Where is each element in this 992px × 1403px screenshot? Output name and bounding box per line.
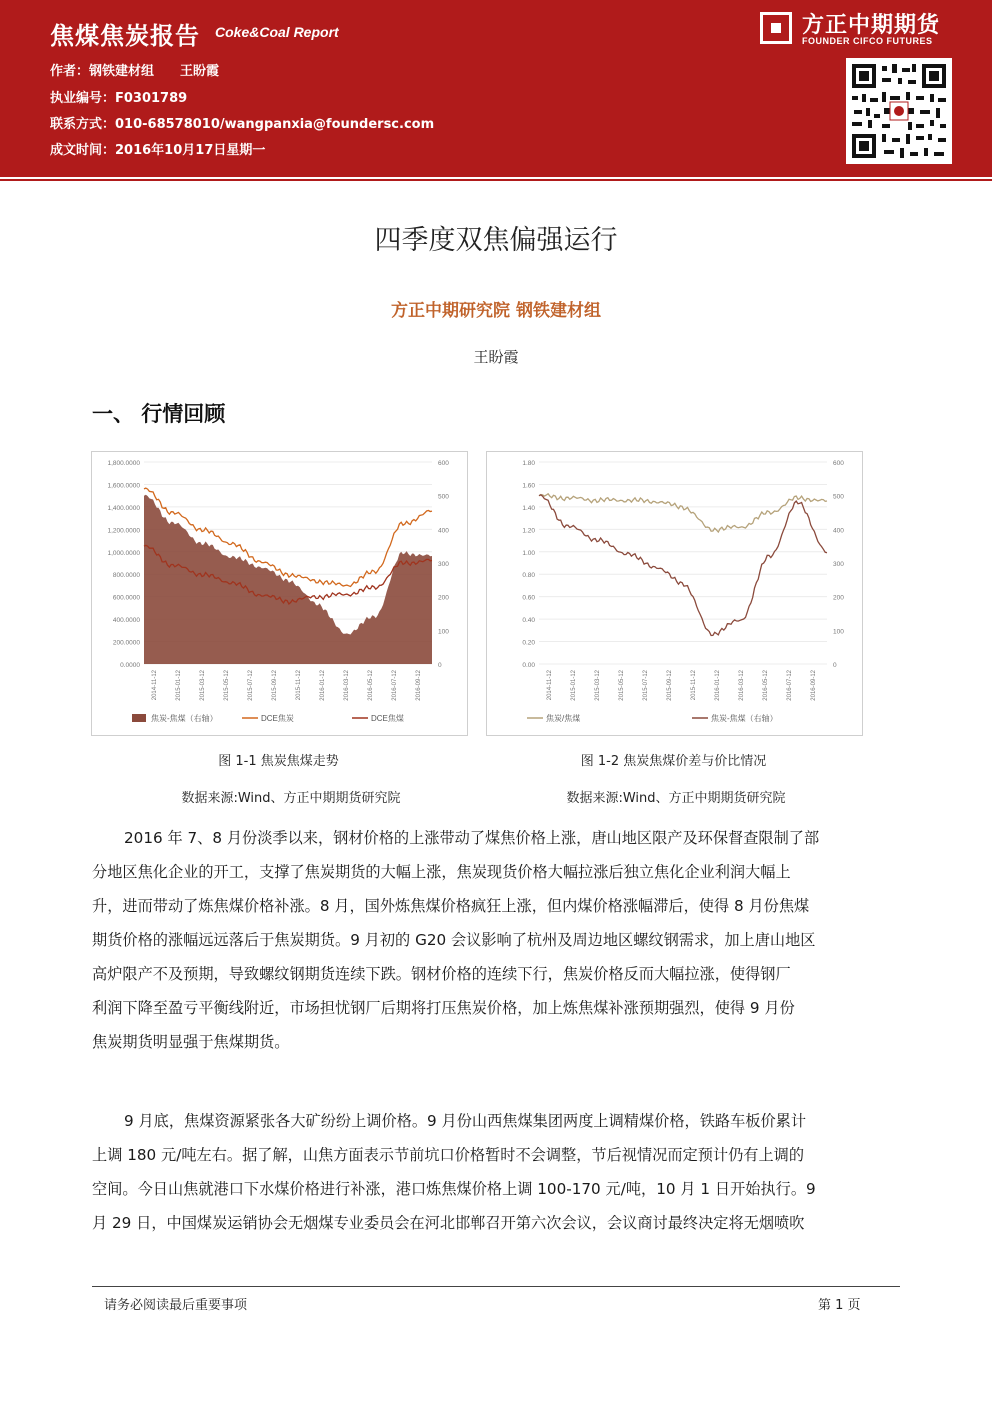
x-tick-label: 2016-05-12	[368, 670, 374, 701]
y-right-tick-label: 500	[438, 493, 449, 501]
y-left-tick-label: 600.0000	[112, 594, 140, 602]
x-tick-label: 2016-09-12	[811, 670, 817, 701]
logo-name: 方正中期期货	[802, 13, 941, 38]
y-right-tick-label: 0	[833, 662, 837, 669]
legend-label: DCE焦煤	[371, 714, 404, 723]
x-tick-label: 2016-07-12	[392, 670, 398, 701]
logo-mark-icon	[760, 12, 792, 44]
x-tick-label: 2015-03-12	[595, 670, 601, 701]
figure1-caption: 图 1-1 焦炭焦煤走势	[218, 754, 339, 769]
y-right-tick-label: 400	[833, 527, 844, 535]
page-number: 第 1 页	[818, 1298, 861, 1313]
y-right-tick-label: 300	[833, 561, 844, 568]
paragraph-1	[92, 821, 904, 1059]
y-left-tick-label: 1,200.0000	[107, 527, 140, 535]
legend-label: 焦炭/焦煤	[546, 714, 581, 723]
y-right-tick-label: 200	[438, 594, 449, 602]
x-tick-label: 2016-09-12	[416, 670, 422, 701]
y-left-tick-label: 1.60	[522, 482, 535, 490]
series-line	[539, 494, 827, 532]
company-logo	[760, 8, 960, 50]
legend-label: DCE焦炭	[261, 714, 294, 723]
para2-line: 月 29 日，中国煤炭运销协会无烟煤专业委员会在河北邯郸召开第六次会议，会议商讨最终决定将无烟喷吹	[92, 1214, 805, 1232]
y-right-tick-label: 400	[438, 527, 449, 535]
y-right-tick-label: 200	[833, 594, 844, 602]
header-rule-thin	[0, 179, 992, 181]
y-left-tick-label: 0.40	[522, 617, 535, 625]
x-tick-label: 2016-03-12	[344, 670, 350, 701]
x-tick-label: 2015-09-12	[667, 670, 673, 701]
figure2-caption: 图 1-2 焦炭焦煤价差与价比情况	[580, 754, 767, 769]
chart-coke-coal-trend	[91, 451, 468, 736]
x-tick-label: 2015-03-12	[200, 670, 206, 701]
para1-line: 利润下降至盈亏平衡线附近，市场担忧钢厂后期将打压焦炭价格，加上炼焦煤补涨预期强烈，使得 9 月份	[92, 999, 795, 1017]
x-tick-label: 2016-01-12	[715, 670, 721, 701]
para1-line: 升，进而带动了炼焦煤价格补涨。8 月，国外炼焦煤价格疯狂上涨，但内煤价格涨幅滞后，使得 8 月份焦煤	[92, 897, 810, 915]
para1-line: 高炉限产不及预期，导致螺纹钢期货连续下跌。钢材价格的连续下行，焦炭价格反而大幅拉涨，使得钢厂	[92, 965, 791, 983]
y-left-tick-label: 1.00	[522, 549, 535, 557]
y-right-tick-label: 300	[438, 561, 449, 568]
report-title: 焦煤焦炭报告	[50, 22, 200, 50]
para2-line: 9 月底，焦煤资源紧张各大矿纷纷上调价格。9 月份山西焦煤集团两度上调精煤价格，铁路车板价累计	[124, 1112, 807, 1130]
date-line: 成文时间：2016年10月17日星期一	[50, 143, 266, 158]
x-tick-label: 2016-03-12	[739, 670, 745, 701]
para1-line: 焦炭期货明显强于焦煤期货。	[92, 1033, 290, 1051]
x-tick-label: 2015-05-12	[224, 670, 230, 701]
x-tick-label: 2015-01-12	[571, 670, 577, 701]
x-tick-label: 2015-09-12	[272, 670, 278, 701]
section-heading: 一、 行情回顾	[92, 402, 226, 426]
figure2-source: 数据来源:Wind、方正中期期货研究院	[566, 791, 786, 806]
x-tick-label: 2016-05-12	[763, 670, 769, 701]
series-line	[539, 495, 827, 636]
document-author: 王盼霞	[473, 348, 519, 366]
document-title: 四季度双焦偏强运行	[374, 225, 618, 256]
y-right-tick-label: 500	[833, 493, 844, 501]
logo-english-name: FOUNDER CIFCO FUTURES	[802, 36, 933, 46]
x-tick-label: 2015-07-12	[643, 670, 649, 701]
footer-notice: 请务必阅读最后重要事项	[104, 1298, 248, 1313]
header-rule	[0, 172, 992, 177]
x-tick-label: 2015-05-12	[619, 670, 625, 701]
x-tick-label: 2015-11-12	[296, 670, 302, 701]
author-line: 作者：钢铁建材组 王盼霞	[50, 64, 220, 79]
x-tick-label: 2016-01-12	[320, 670, 326, 701]
legend-label: 焦炭-焦煤（右轴）	[151, 714, 218, 723]
license-line: 执业编号：F0301789	[50, 91, 188, 106]
y-right-tick-label: 600	[833, 460, 844, 467]
y-right-tick-label: 100	[438, 628, 449, 636]
legend-label: 焦炭-焦煤（右轴）	[711, 714, 778, 723]
report-subtitle: Coke&Coal Report	[215, 24, 339, 40]
y-right-tick-label: 0	[438, 662, 442, 669]
para1-line: 分地区焦化企业的开工，支撑了焦炭期货的大幅上涨，焦炭现货价格大幅拉涨后独立焦化企业利润大幅上	[92, 863, 791, 881]
figure1-source: 数据来源:Wind、方正中期期货研究院	[181, 791, 401, 806]
x-tick-label: 2015-01-12	[176, 670, 182, 701]
y-left-tick-label: 0.20	[522, 639, 535, 647]
chart-spread-ratio	[486, 451, 863, 736]
y-left-tick-label: 1,000.0000	[107, 549, 140, 557]
y-left-tick-label: 1,400.0000	[107, 504, 140, 512]
chart2-svg	[487, 452, 862, 735]
y-right-tick-label: 100	[833, 628, 844, 636]
y-right-tick-label: 600	[438, 460, 449, 467]
legend-swatch	[132, 714, 146, 722]
y-left-tick-label: 1,600.0000	[107, 482, 140, 490]
x-tick-label: 2015-11-12	[691, 670, 697, 701]
x-tick-label: 2015-07-12	[248, 670, 254, 701]
y-left-tick-label: 400.0000	[112, 617, 140, 625]
para1-line: 期货价格的涨幅远远落后于焦炭期货。9 月初的 G20 会议影响了杭州及周边地区螺纹钢需求，加上唐山地区	[92, 931, 816, 949]
paragraph-2	[92, 1104, 904, 1240]
y-left-tick-label: 200.0000	[112, 639, 140, 647]
contact-line: 联系方式：010-68578010/wangpanxia@foundersc.com	[50, 117, 435, 132]
para2-line: 上调 180 元/吨左右。据了解，山焦方面表示节前坑口价格暂时不会调整，节后视情况而定预计仍有上调的	[92, 1146, 805, 1164]
qr-code-icon	[846, 58, 952, 164]
x-tick-label: 2014-11-12	[547, 670, 553, 701]
y-left-tick-label: 1.20	[522, 527, 535, 535]
y-left-tick-label: 1,800.0000	[107, 460, 140, 467]
y-left-tick-label: 1.80	[522, 460, 535, 467]
y-left-tick-label: 0.00	[522, 662, 535, 669]
chart1-svg	[92, 452, 467, 735]
y-left-tick-label: 0.80	[522, 572, 535, 580]
footer-rule	[92, 1286, 900, 1287]
report-header	[0, 0, 992, 172]
x-tick-label: 2014-11-12	[152, 670, 158, 701]
para2-line: 空间。今日山焦就港口下水煤价格进行补涨，港口炼焦煤价格上调 100-170 元/吨，10 月 1 日开始执行。9	[92, 1180, 816, 1198]
x-tick-label: 2016-07-12	[787, 670, 793, 701]
y-left-tick-label: 1.40	[522, 504, 535, 512]
y-left-tick-label: 800.0000	[112, 572, 140, 580]
y-left-tick-label: 0.60	[522, 594, 535, 602]
para1-line: 2016 年 7、8 月份淡季以来，钢材价格的上涨带动了煤焦价格上涨，唐山地区限产及环保督查限制了部	[124, 829, 820, 847]
y-left-tick-label: 0.0000	[120, 662, 140, 669]
document-subtitle: 方正中期研究院 钢铁建材组	[391, 301, 601, 321]
